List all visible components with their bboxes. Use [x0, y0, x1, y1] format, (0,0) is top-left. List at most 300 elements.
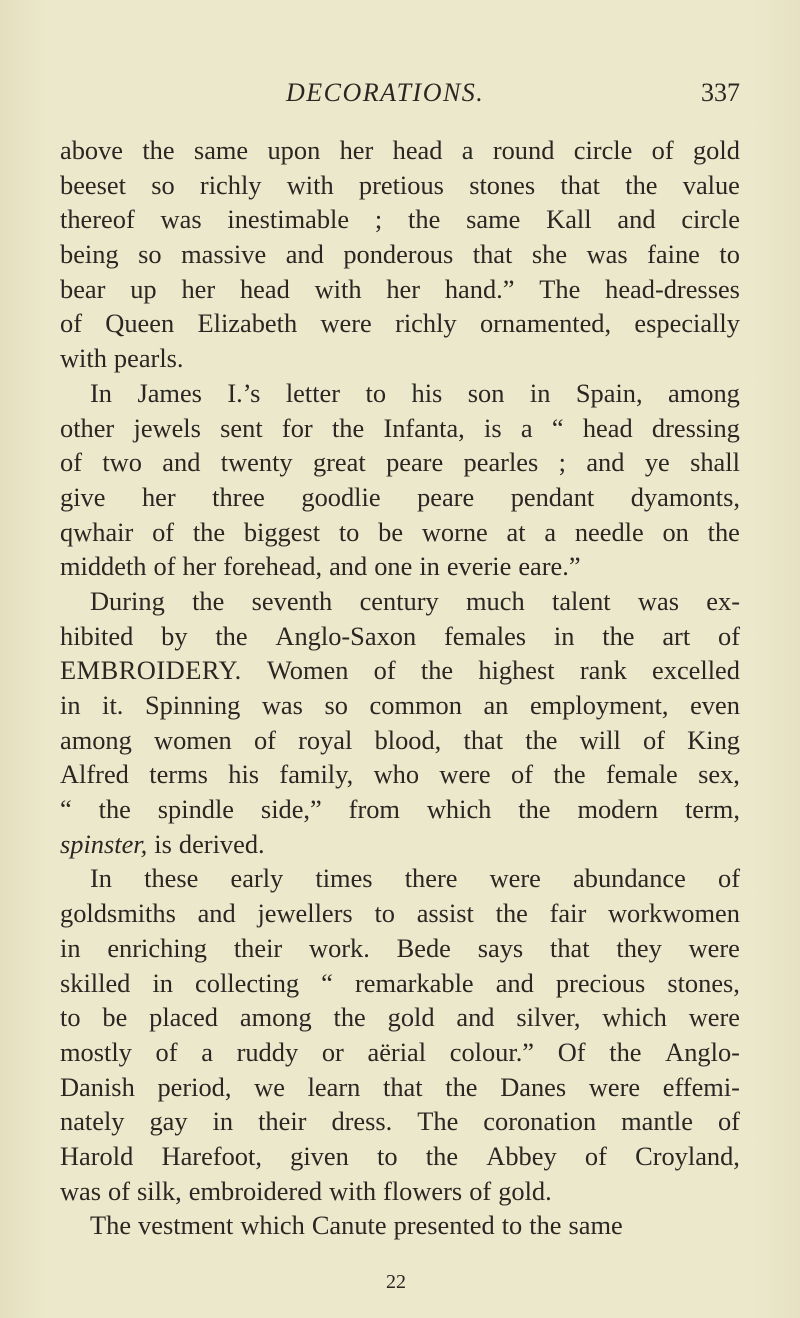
word: royal: [298, 724, 353, 755]
word: stones: [469, 169, 536, 200]
word: the: [707, 516, 740, 547]
word: peare: [417, 481, 475, 512]
word: the: [333, 1002, 366, 1033]
word: and: [162, 447, 201, 478]
word: silk,: [137, 1175, 182, 1206]
word: the: [518, 794, 551, 825]
text-line: [60, 792, 740, 827]
word: abundance: [573, 863, 686, 894]
word: of: [651, 135, 674, 165]
word: effemi-: [662, 1071, 740, 1102]
word: jewellers: [257, 898, 353, 929]
text-line: [60, 757, 740, 792]
word: mostly: [60, 1036, 132, 1067]
word: the: [425, 1140, 459, 1171]
word: that: [463, 724, 504, 755]
word: enriching: [107, 932, 208, 963]
word: value: [682, 169, 740, 200]
word: her: [182, 551, 217, 582]
word: workwomen: [607, 898, 740, 929]
word: round: [492, 135, 555, 165]
word: flowers: [383, 1175, 463, 1206]
text-line: [60, 688, 740, 723]
word: in: [529, 377, 551, 408]
word: remarkable: [354, 967, 474, 998]
word: collecting: [195, 967, 300, 998]
word: the: [142, 135, 175, 165]
word: Elizabeth: [197, 308, 298, 339]
word: a: [520, 412, 533, 443]
word: with: [286, 169, 334, 200]
word: to: [374, 898, 395, 929]
word: coronation: [483, 1106, 597, 1137]
word: in: [419, 551, 440, 582]
word: common: [369, 690, 462, 720]
word: early: [230, 863, 284, 894]
word: side,”: [260, 794, 322, 825]
word: a: [544, 516, 557, 547]
word: on: [662, 516, 689, 547]
word: her: [386, 273, 421, 304]
word: of: [718, 620, 740, 651]
word: biggest: [243, 516, 321, 547]
word: of: [511, 759, 533, 790]
word: that: [383, 1071, 423, 1102]
word: the: [625, 169, 658, 200]
word: his: [228, 759, 260, 790]
word: the: [529, 1210, 562, 1241]
word: they: [616, 932, 662, 963]
word: In: [90, 377, 112, 408]
word: that: [472, 239, 513, 270]
text-line: [60, 827, 740, 862]
text-line: [60, 1104, 740, 1139]
word: other: [60, 412, 115, 443]
word: give: [60, 481, 106, 512]
word: she: [531, 239, 568, 270]
word: in: [60, 690, 81, 720]
word: spinster,: [60, 828, 148, 859]
word: to: [501, 1210, 523, 1241]
word: which: [602, 1002, 667, 1033]
word: so: [324, 690, 348, 720]
word: ponderous: [343, 239, 454, 270]
word: to: [60, 1002, 81, 1033]
word: especially: [634, 308, 740, 339]
word: of: [717, 1106, 740, 1137]
word: Abbey: [486, 1140, 557, 1171]
word: was: [637, 585, 679, 616]
word: needle: [574, 516, 644, 547]
word: their: [258, 1106, 307, 1137]
word: work.: [309, 932, 370, 963]
word: were: [688, 1002, 740, 1033]
word: Anglo-: [665, 1036, 740, 1067]
word: inestimable: [227, 204, 350, 235]
word: the: [525, 724, 558, 755]
word: “: [321, 967, 333, 998]
text-line: [60, 376, 740, 411]
word: gold.: [498, 1175, 552, 1206]
word: rank: [579, 655, 627, 686]
word: assist: [416, 898, 474, 929]
word: of: [152, 516, 175, 547]
word: pretious: [358, 169, 444, 200]
word: Croyland,: [635, 1140, 740, 1171]
word: the: [331, 412, 365, 443]
word: Of: [557, 1036, 586, 1067]
word: with: [314, 273, 362, 304]
word: which: [240, 1210, 305, 1241]
word: placed: [149, 1002, 219, 1033]
word: says: [477, 932, 524, 963]
word: dressing: [651, 412, 740, 443]
word: was: [160, 204, 202, 235]
word: Women: [266, 655, 349, 686]
word: and: [285, 239, 324, 270]
word: the: [408, 204, 441, 235]
word: and: [456, 1002, 495, 1033]
word: goodlie: [301, 481, 381, 512]
word: in: [152, 967, 173, 998]
word: her: [339, 135, 374, 165]
word: were: [489, 863, 541, 894]
word: skilled: [60, 967, 131, 998]
word: peare: [386, 447, 444, 478]
word: head: [239, 273, 290, 304]
word: son: [467, 377, 505, 408]
word: for: [281, 412, 313, 443]
word: her: [141, 481, 176, 512]
text-line: [60, 1139, 740, 1174]
text-line: [60, 1070, 740, 1105]
word: pendant: [510, 481, 595, 512]
signature-mark: 22: [386, 1271, 406, 1293]
word: forehead,: [223, 551, 323, 582]
word: that: [549, 932, 590, 963]
word: fair: [549, 898, 587, 929]
word: great: [312, 447, 366, 478]
word: of: [155, 1036, 178, 1067]
word: ;: [558, 447, 566, 478]
word: hand.”: [444, 273, 515, 304]
word: James: [137, 377, 202, 408]
word: same: [466, 204, 521, 235]
word: who: [373, 759, 420, 790]
word: which: [426, 794, 492, 825]
word: these: [144, 863, 199, 894]
word: talent: [551, 585, 611, 616]
word: of: [108, 1175, 131, 1206]
word: and: [617, 204, 656, 235]
word: with: [329, 1175, 377, 1206]
text-line: [60, 445, 740, 480]
word: gold: [692, 135, 740, 165]
word: Spinning: [144, 690, 241, 720]
word: the: [609, 1036, 642, 1067]
word: head: [392, 135, 443, 165]
word: ex-: [706, 585, 740, 616]
word: up: [130, 273, 157, 304]
word: being: [60, 239, 119, 270]
word: the: [445, 1071, 478, 1102]
word: from: [348, 794, 400, 825]
text-line: [60, 1035, 740, 1070]
word: Kall: [546, 204, 592, 235]
word: sent: [220, 412, 263, 443]
word: modern: [577, 794, 659, 825]
word: family,: [279, 759, 354, 790]
word: richly: [395, 308, 457, 339]
word: with: [60, 343, 107, 374]
word: term,: [684, 794, 740, 825]
word: blood,: [374, 724, 442, 755]
word: highest: [478, 655, 555, 686]
word: beeset: [60, 169, 126, 200]
word: the: [215, 620, 248, 651]
word: ye: [644, 447, 670, 478]
word: in: [60, 932, 81, 963]
word: employment,: [529, 690, 669, 720]
word: Harold: [60, 1140, 134, 1171]
word: terms: [149, 759, 208, 790]
text-line: [60, 168, 740, 203]
word: dress.: [331, 1106, 393, 1137]
word: was: [586, 239, 628, 270]
word: the: [192, 516, 226, 547]
word: gold: [387, 1002, 435, 1033]
word: worne: [421, 516, 488, 547]
word: precious: [555, 967, 646, 998]
word: of: [584, 1140, 607, 1171]
word: King: [687, 724, 740, 755]
word: The: [90, 1210, 132, 1241]
word: a: [201, 1036, 213, 1067]
text-line: [60, 896, 740, 931]
word: middeth: [60, 551, 147, 582]
word: eare.”: [518, 551, 581, 582]
running-head: [60, 78, 740, 114]
body-text: [60, 133, 740, 1243]
text-line: [60, 619, 740, 654]
word: even: [690, 690, 740, 720]
text-line: [60, 306, 740, 341]
word: art: [662, 620, 691, 651]
word: Queen: [105, 308, 175, 339]
word: Bede: [396, 932, 451, 963]
word: bear: [60, 273, 106, 304]
word: head: [582, 412, 633, 443]
text-line: [60, 653, 740, 688]
word: times: [315, 863, 373, 894]
word: were: [320, 308, 372, 339]
word: presented: [393, 1210, 495, 1241]
text-line: [60, 515, 740, 550]
word: circle: [681, 204, 740, 235]
word: Danish: [60, 1071, 135, 1102]
word: spindle: [157, 794, 235, 825]
word: there: [404, 863, 458, 894]
word: of: [469, 1175, 492, 1206]
word: I.’s: [227, 377, 261, 408]
word: vestment: [138, 1210, 234, 1241]
word: the: [602, 620, 635, 651]
word: their: [233, 932, 283, 963]
word: or: [321, 1036, 344, 1067]
word: is: [484, 412, 502, 443]
word: of: [718, 863, 740, 894]
word: Spain,: [575, 377, 643, 408]
word: gay: [149, 1106, 188, 1137]
word: to: [365, 377, 387, 408]
word: among: [668, 377, 740, 408]
word: by: [161, 620, 188, 651]
word: colour.”: [449, 1036, 535, 1067]
word: Anglo-Saxon: [275, 620, 417, 651]
text-line: [60, 272, 740, 307]
word: hibited: [60, 620, 134, 651]
word: silver,: [516, 1002, 581, 1033]
word: was: [60, 1175, 102, 1206]
word: above: [60, 135, 124, 165]
word: excelled: [652, 655, 740, 686]
text-line: [60, 411, 740, 446]
word: women: [154, 724, 232, 755]
word: to: [377, 1140, 398, 1171]
word: the: [420, 655, 454, 686]
word: goldsmiths: [60, 898, 176, 929]
text-line: [60, 133, 740, 168]
word: so: [151, 169, 175, 200]
word: were: [439, 759, 491, 790]
word: learn: [307, 1071, 361, 1102]
text-line: [60, 861, 740, 896]
text-line: [60, 723, 740, 758]
word: in: [212, 1106, 234, 1137]
word: jewels: [133, 412, 201, 443]
word: The: [417, 1106, 459, 1137]
text-line: [60, 966, 740, 1001]
word: females: [444, 620, 527, 651]
word: derived.: [178, 828, 265, 859]
word: of: [642, 724, 665, 755]
word: among: [239, 1002, 312, 1033]
word: to: [719, 239, 740, 270]
word: of: [153, 551, 176, 582]
word: Infanta,: [383, 412, 465, 443]
word: sex,: [698, 759, 740, 790]
word: Danes: [500, 1071, 567, 1102]
word: were: [688, 932, 740, 963]
word: During: [90, 585, 165, 616]
word: of: [60, 308, 82, 339]
word: to: [338, 516, 360, 547]
text-line: [60, 1000, 740, 1035]
text-line: [60, 584, 740, 619]
word: and: [329, 551, 368, 582]
running-head-title: DECORATIONS.: [286, 78, 485, 107]
word: massive: [181, 239, 267, 270]
word: that: [560, 169, 600, 200]
word: will: [579, 724, 621, 755]
word: in: [553, 620, 575, 651]
text-line: [60, 931, 740, 966]
word: richly: [199, 169, 262, 200]
word: same: [568, 1210, 623, 1241]
word: at: [506, 516, 526, 547]
word: and: [495, 967, 534, 998]
word: ruddy: [236, 1036, 299, 1067]
word: the: [192, 585, 225, 616]
word: embroidered: [188, 1175, 323, 1206]
word: his: [411, 377, 443, 408]
word: The: [539, 273, 581, 304]
word: a: [461, 135, 474, 165]
word: given: [290, 1140, 349, 1171]
word: everie: [446, 551, 512, 582]
word: two: [102, 447, 142, 478]
text-line: [60, 1208, 740, 1243]
word: thereof: [60, 204, 135, 235]
word: faine: [647, 239, 700, 270]
word: “: [551, 412, 564, 443]
word: three: [212, 481, 265, 512]
word: pearles: [463, 447, 539, 478]
word: one: [374, 551, 413, 582]
word: the: [495, 898, 528, 929]
text-line: [60, 202, 740, 237]
word: and: [197, 898, 236, 929]
text-line: [60, 341, 740, 376]
word: EMBROIDERY.: [60, 655, 242, 686]
word: In: [90, 863, 112, 894]
word: an: [483, 690, 509, 720]
word: of: [373, 655, 396, 686]
word: was: [261, 690, 303, 720]
word: mantle: [621, 1106, 693, 1137]
word: female: [605, 759, 678, 790]
word: and: [586, 447, 625, 478]
word: be: [102, 1002, 128, 1033]
word: qwhair: [60, 516, 134, 547]
word: “: [60, 794, 72, 825]
word: dyamonts,: [630, 481, 740, 512]
word: nately: [60, 1106, 125, 1137]
word: aërial: [367, 1036, 427, 1067]
page-number: 337: [701, 78, 740, 107]
word: same: [193, 135, 249, 165]
word: Harefoot,: [161, 1140, 262, 1171]
word: circle: [573, 135, 633, 165]
word: of: [253, 724, 276, 755]
word: Alfred: [60, 759, 129, 790]
word: the: [553, 759, 586, 790]
word: be: [378, 516, 404, 547]
word: pearls.: [113, 343, 184, 374]
word: Canute: [311, 1210, 387, 1241]
word: were: [588, 1071, 641, 1102]
word: it.: [102, 690, 124, 720]
word: shall: [690, 447, 740, 478]
word: ornamented,: [479, 308, 612, 339]
word: of: [60, 447, 82, 478]
word: seventh: [251, 585, 333, 616]
text-line: [60, 549, 740, 584]
word: among: [60, 724, 132, 755]
word: so: [138, 239, 162, 270]
word: period,: [157, 1071, 232, 1102]
text-line: [60, 1174, 740, 1209]
